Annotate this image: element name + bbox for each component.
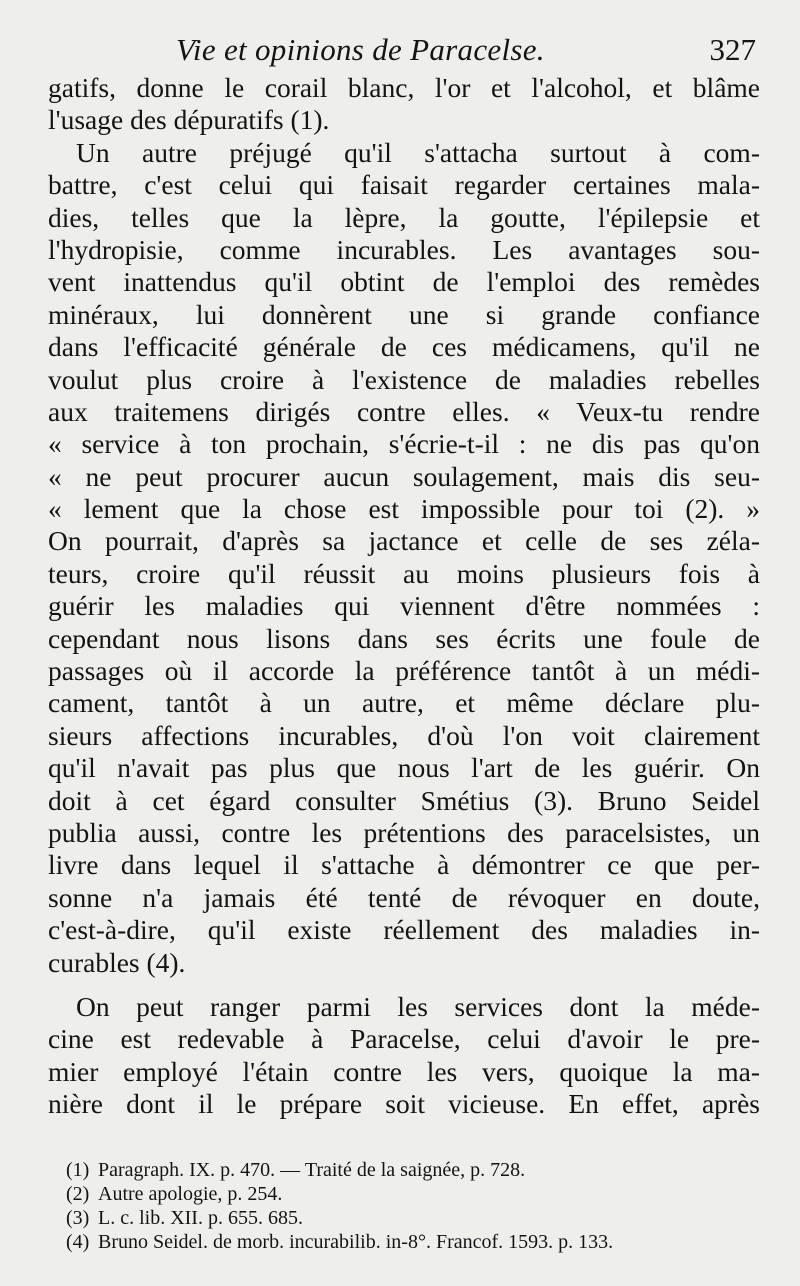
text-line: qu'il n'avait pas plus que nous l'art de les guérir. On [48, 752, 760, 784]
running-title: Vie et opinions de Paracelse. [176, 32, 545, 67]
text-line: dies, telles que la lèpre, la goutte, l'épilepsie et [48, 201, 760, 233]
text-line: cament, tantôt à un autre, et même déclare plu- [48, 687, 760, 719]
footnote-number: (2) [66, 1183, 90, 1205]
text-line: On pourrait, d'après sa jactance et celle de ses zéla- [48, 525, 760, 557]
text-line: sonne n'a jamais été tenté de révoquer en doute, [48, 881, 760, 913]
text-line: nière dont il le prépare soit vicieuse. En effet, après [48, 1088, 760, 1120]
body-text [48, 72, 760, 1121]
text-line: passages où il accorde la préférence tantôt à un médi- [48, 655, 760, 687]
text-line: teurs, croire qu'il réussit au moins plusieurs fois à [48, 557, 760, 589]
text-line: « ne peut procurer aucun soulagement, mais dis seu- [48, 460, 760, 492]
footnote-number: (3) [66, 1207, 90, 1229]
page-number: 327 [709, 32, 756, 67]
paragraph [48, 137, 760, 979]
footnote [66, 1158, 766, 1182]
footnote-number: (4) [66, 1231, 90, 1253]
footnote-number: (1) [66, 1159, 90, 1181]
text-line: mier employé l'étain contre les vers, quoique la ma- [48, 1055, 760, 1087]
text-line: curables (4). [48, 946, 186, 978]
text-line: « lement que la chose est impossible pour toi (2). » [48, 493, 760, 525]
text-line: minéraux, lui donnèrent une si grande confiance [48, 298, 760, 330]
footnote-text: L. c. lib. XII. p. 655. 685. [98, 1207, 303, 1229]
text-line: Un autre préjugé qu'il s'attacha surtout à com- [76, 136, 760, 168]
text-line: cine est redevable à Paracelse, celui d'avoir le pre- [48, 1023, 760, 1055]
text-line: battre, c'est celui qui faisait regarder certaines mala- [48, 169, 760, 201]
footnote-text: Autre apologie, p. 254. [98, 1183, 283, 1205]
footnote [66, 1182, 766, 1206]
text-line: cependant nous lisons dans ses écrits une foule de [48, 622, 760, 654]
text-line: l'usage des dépuratifs (1). [48, 104, 330, 136]
text-line: vent inattendus qu'il obtint de l'emploi des remèdes [48, 266, 760, 298]
text-line: publia aussi, contre les prétentions des paracelsistes, un [48, 816, 760, 848]
text-line: sieurs affections incurables, d'où l'on voit clairement [48, 719, 760, 751]
footnote [66, 1230, 766, 1254]
text-line: On peut ranger parmi les services dont la méde- [76, 990, 760, 1022]
text-line: gatifs, donne le corail blanc, l'or et l'alcohol, et blâme [48, 72, 760, 103]
paragraph-gap [48, 979, 760, 991]
footnote [66, 1206, 766, 1230]
text-line: aux traitemens dirigés contre elles. « Veux-tu rendre [48, 395, 760, 427]
text-line: doit à cet égard consulter Smétius (3). Bruno Seidel [48, 784, 760, 816]
footnote-text: Paragraph. IX. p. 470. — Traité de la saignée, p. 728. [98, 1159, 526, 1181]
footnotes [66, 1158, 766, 1254]
text-line: « service à ton prochain, s'écrie-t-il : ne dis pas qu'on [48, 428, 760, 460]
text-line: livre dans lequel il s'attache à démontrer ce que per- [48, 849, 760, 881]
text-line: dans l'efficacité générale de ces médicamens, qu'il ne [48, 331, 760, 363]
page-header [48, 32, 760, 76]
paragraph [48, 72, 760, 137]
text-line: guérir les maladies qui viennent d'être nommées : [48, 590, 760, 622]
paragraph [48, 991, 760, 1121]
text-line: l'hydropisie, comme incurables. Les avantages sou- [48, 233, 760, 265]
text-line: c'est-à-dire, qu'il existe réellement des maladies in- [48, 914, 760, 946]
footnote-text: Bruno Seidel. de morb. incurabilib. in-8°. Francof. 1593. p. 133. [98, 1231, 614, 1253]
text-line: voulut plus croire à l'existence de maladies rebelles [48, 363, 760, 395]
